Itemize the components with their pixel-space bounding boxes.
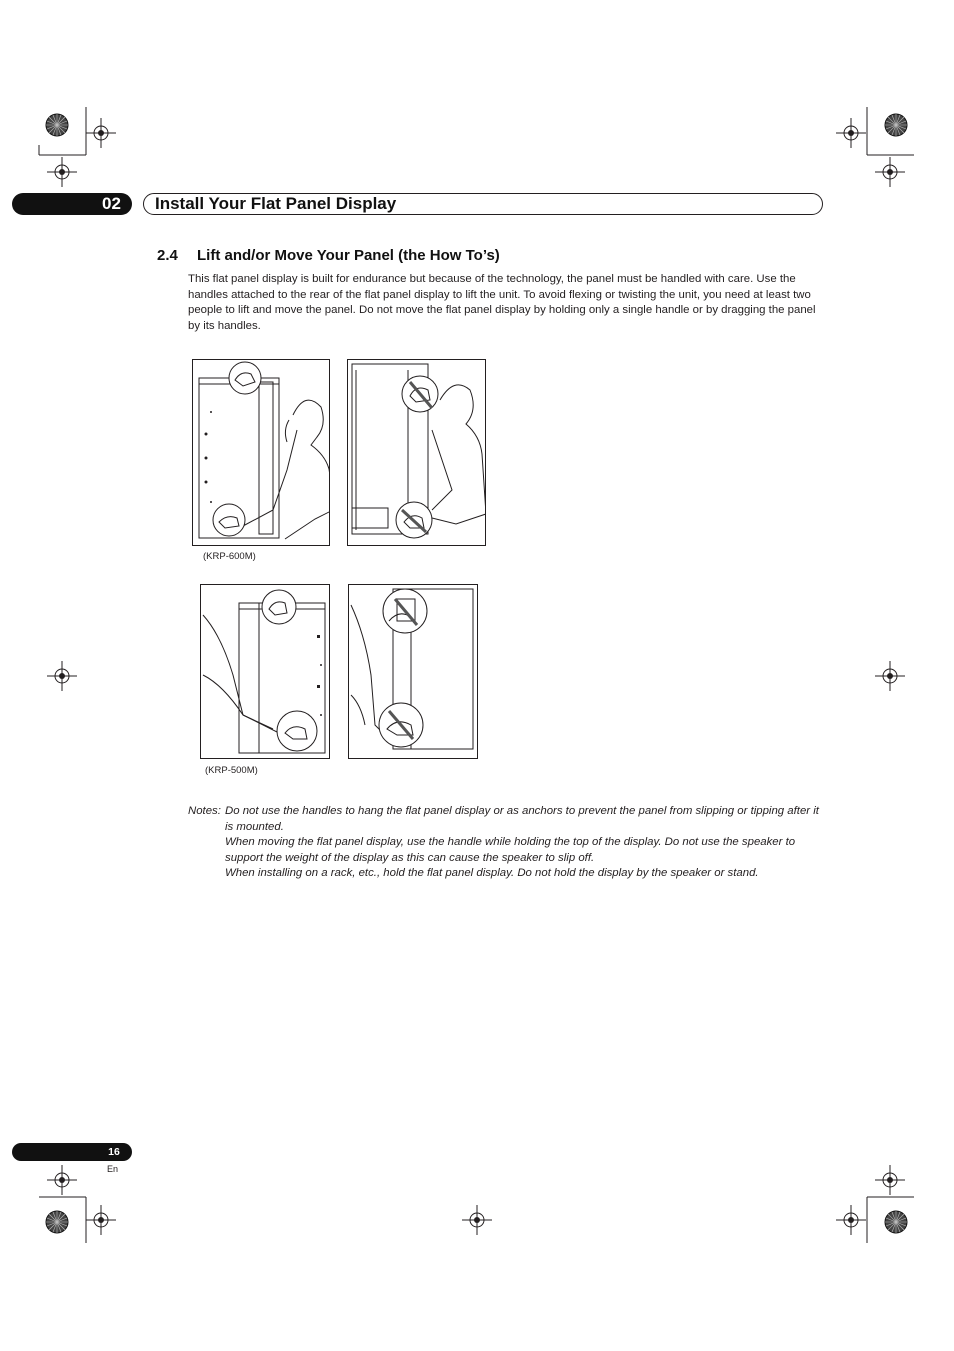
registration-mark [836, 118, 866, 148]
line-art [348, 360, 485, 545]
chapter-number: 02 [102, 194, 121, 213]
color-target-mark [885, 1211, 907, 1233]
registration-mark [875, 661, 905, 691]
section-title: Lift and/or Move Your Panel (the How To’s) [197, 247, 500, 264]
color-target-mark [46, 1211, 68, 1233]
notes-list [225, 804, 825, 882]
registration-mark [875, 157, 905, 187]
note-item: When moving the flat panel display, use the handle while holding the top of the display. Do not use the speaker to support the weight of the display as this can cause the speaker to slip off. [225, 836, 796, 864]
note-item: Do not use the handles to hang the flat panel display or as anchors to prevent the panel from slipping or tipping after it is mounted. [225, 805, 819, 833]
registration-mark [86, 1205, 116, 1235]
illustration-krp600m-correct-lift [192, 359, 330, 546]
line-art [193, 360, 329, 545]
section-number: 2.4 [157, 247, 178, 264]
caption-krp600m: (KRP-600M) [203, 551, 256, 562]
illustration-krp500m-correct-lift [200, 584, 330, 759]
registration-mark [875, 1165, 905, 1195]
registration-mark [86, 118, 116, 148]
note-item: When installing on a rack, etc., hold the flat panel display. Do not hold the display by the speaker or stand. [225, 867, 759, 880]
page-number: 16 [108, 1146, 120, 1158]
registration-mark [47, 1165, 77, 1195]
color-target-mark [46, 114, 68, 136]
color-target-mark [885, 114, 907, 136]
registration-mark [47, 157, 77, 187]
notes-label: Notes: [188, 805, 221, 817]
section-heading [157, 247, 500, 264]
line-art [349, 585, 477, 758]
chapter-title: Install Your Flat Panel Display [155, 194, 397, 213]
line-art [201, 585, 329, 758]
registration-mark [836, 1205, 866, 1235]
illustration-krp500m-incorrect-lift [348, 584, 478, 759]
caption-krp500m: (KRP-500M) [205, 765, 258, 776]
registration-mark [462, 1205, 492, 1235]
registration-mark [47, 661, 77, 691]
page-language: En [107, 1164, 119, 1174]
illustration-krp600m-incorrect-lift [347, 359, 486, 546]
intro-paragraph: This flat panel display is built for endurance but because of the technology, the panel must be handled with care. Use the handles attached to the rear of the flat panel display to lift the unit. To avoid flexing or twisting the unit, you need at least two people to lift and move the panel. Do not move the flat panel display by holding only a single handle or by dragging the panel by its handles. [188, 273, 816, 332]
